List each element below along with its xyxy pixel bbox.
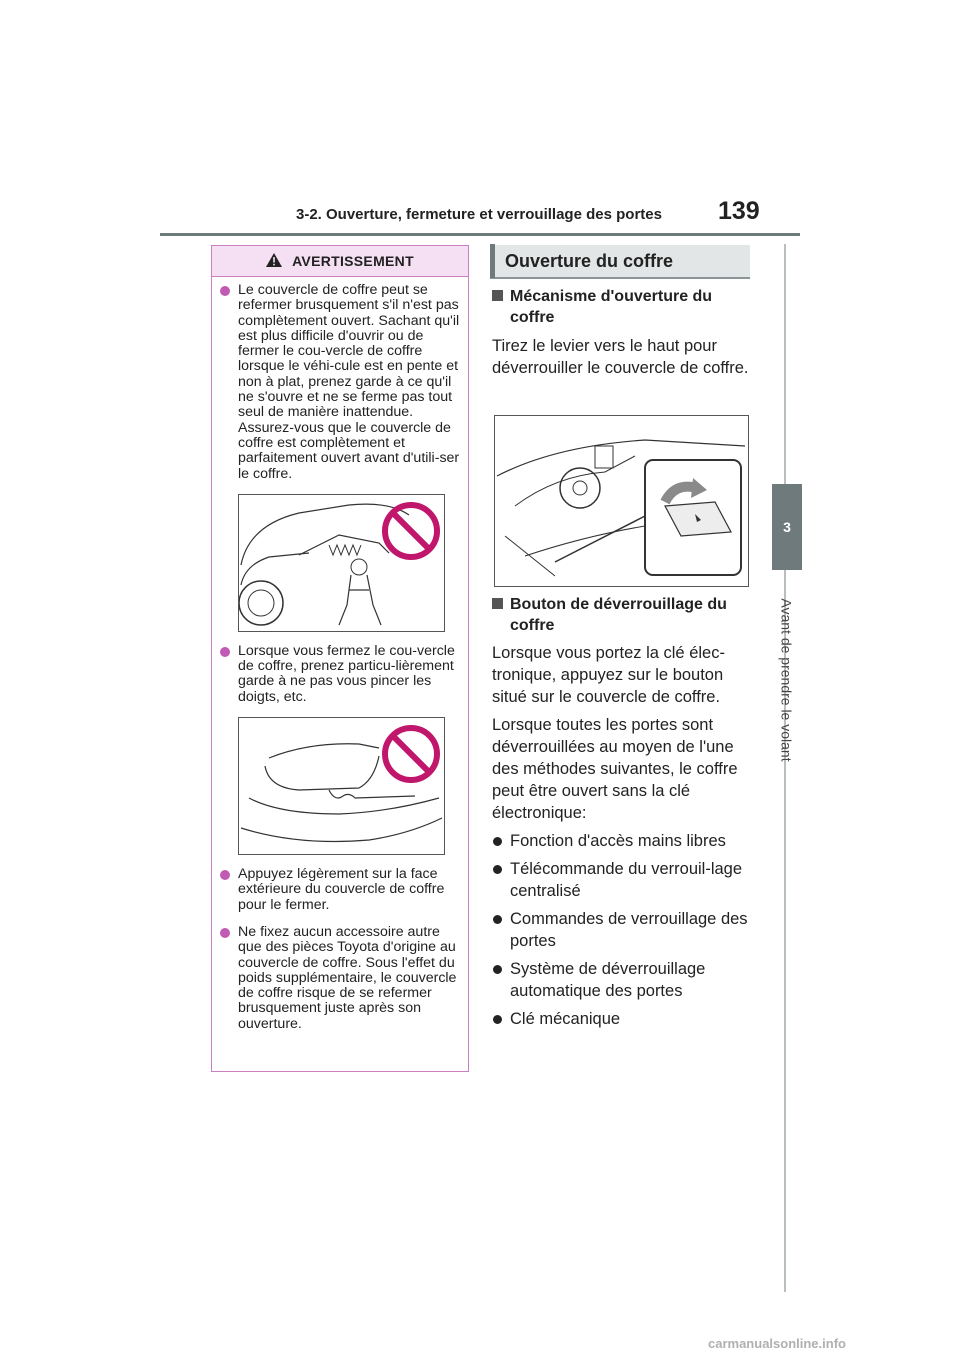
warning-item-text: Appuyez légèrement sur la face extérieure du couvercle de coffre pour le fermer. xyxy=(238,866,445,913)
square-bullet-icon xyxy=(492,290,503,301)
list-item-text: Fonction d'accès mains libres xyxy=(510,832,726,850)
list-item xyxy=(492,1008,750,1030)
bullet-dot-icon xyxy=(493,965,502,974)
list-item xyxy=(492,858,750,902)
chapter-tab[interactable]: 3 xyxy=(772,484,802,570)
list-item-text: Commandes de verrouillage des portes xyxy=(510,910,748,950)
page-number: 139 xyxy=(718,197,760,225)
section-heading xyxy=(490,245,750,279)
paragraph: Lorsque vous portez la clé élec-tronique, appuyez sur le bouton situé sur le couvercle de coffre. xyxy=(492,644,725,706)
subheading-opener xyxy=(492,286,750,328)
warning-item xyxy=(220,644,462,705)
warning-item-text: Ne fixez aucun accessoire autre que des pièces Toyota d'origine au couvercle de coffre. Sous l'effet du poids supplémentaire, le couvercle de coffre risque de se refermer brusquement juste après son ouverture. xyxy=(238,923,457,1032)
subheading-unlock-button xyxy=(492,594,750,636)
section-heading-text: Ouverture du coffre xyxy=(505,250,674,271)
list-item-text: Système de déverrouillage automatique des portes xyxy=(510,960,706,1000)
list-item-text: Télécommande du verrouil-lage centralisé xyxy=(510,860,743,900)
warning-header xyxy=(212,246,468,277)
list-item-text: Clé mécanique xyxy=(510,1010,621,1028)
paragraph: Tirez le levier vers le haut pour déverrouiller le couvercle de coffre. xyxy=(492,337,749,377)
subheading-text: Mécanisme d'ouverture du coffre xyxy=(510,288,713,326)
bullet-dot-icon xyxy=(220,928,230,938)
bullet-dot-icon xyxy=(493,915,502,924)
bullet-dot-icon xyxy=(220,870,230,880)
chapter-label xyxy=(772,560,802,800)
list-item xyxy=(492,830,750,852)
trunk-lid-warning-illustration xyxy=(238,494,445,632)
header-rule xyxy=(160,233,800,236)
bullet-dot-icon xyxy=(493,837,502,846)
warning-item xyxy=(220,867,462,913)
list-item xyxy=(492,908,750,952)
subheading-text: Bouton de déverrouillage du coffre xyxy=(510,596,727,634)
warning-triangle-icon xyxy=(266,253,282,270)
warning-box xyxy=(211,245,469,1072)
heading-accent-bar xyxy=(490,244,495,278)
warning-item-text: Le couvercle de coffre peut se refermer brusquement s'il n'est pas complètement ouvert. Sachant qu'il est plus difficile d'ouvrir ou de fermer le cou-vercle de coffre lorsque le véhi-cule est en pente et non à plat, prenez garde à ce qu'il ne s'ouvre et ne se ferme pas tout seul de manière inattendue. Assurez-vous que le couvercle de coffre est complètement et parfaitement ouvert avant d'utili-ser le coffre. xyxy=(238,282,460,482)
warning-title: AVERTISSEMENT xyxy=(292,253,414,269)
bullet-dot-icon xyxy=(220,286,230,296)
bullet-dot-icon xyxy=(220,647,230,657)
trunk-opener-lever-illustration xyxy=(494,415,749,587)
square-bullet-icon xyxy=(492,598,503,609)
warning-item xyxy=(220,925,462,1032)
finger-pinch-warning-illustration xyxy=(238,717,445,855)
list-item xyxy=(492,958,750,1002)
chapter-label-text: Avant de prendre le volant xyxy=(779,598,795,762)
running-header: 3-2. Ouverture, fermeture et verrouillage des portes xyxy=(296,206,662,223)
bullet-dot-icon xyxy=(493,865,502,874)
watermark: carmanualsonline.info xyxy=(708,1336,846,1351)
bullet-dot-icon xyxy=(493,1015,502,1024)
paragraph: Lorsque toutes les portes sont déverrouillées au moyen de l'une des méthodes suivantes, le coffre peut être ouvert sans la clé électronique: xyxy=(492,716,738,822)
warning-item xyxy=(220,283,462,482)
warning-item-text: Lorsque vous fermez le cou-vercle de coffre, prenez particu-lièrement garde à ne pas vous pincer les doigts, etc. xyxy=(238,642,455,705)
